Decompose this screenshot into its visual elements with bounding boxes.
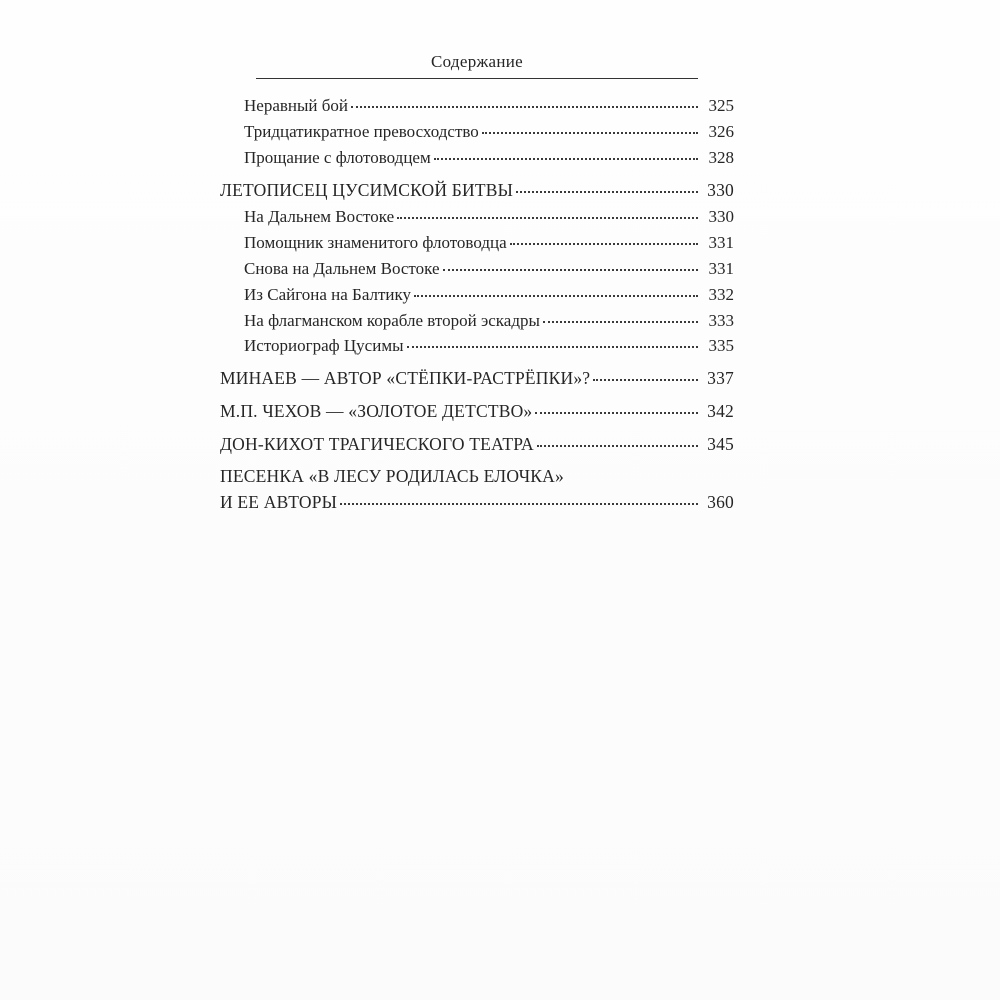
toc-chapter-title-continuation: И ЕЕ АВТОРЫ	[220, 492, 338, 512]
dot-leader	[535, 411, 698, 414]
toc-chapter-entry	[220, 434, 734, 454]
toc-entry-page: 337	[707, 368, 734, 388]
toc-entry	[244, 259, 734, 279]
toc-entry-page: 330	[707, 180, 734, 200]
toc-entry	[244, 207, 734, 227]
toc-entry-title: На Дальнем Востоке	[244, 207, 395, 226]
dot-leader	[510, 242, 698, 245]
toc-entry-title: На флагманском корабле второй эскадры	[244, 311, 540, 330]
toc-entry-title: Из Сайгона на Балтику	[244, 285, 412, 304]
toc-entry-page: 325	[708, 96, 734, 115]
dot-leader	[482, 131, 698, 134]
toc-entry-page: 360	[707, 492, 734, 512]
toc-entry	[244, 122, 734, 142]
toc-chapter-entry	[220, 368, 734, 388]
toc-chapter-title: ДОН-КИХОТ ТРАГИЧЕСКОГО ТЕАТРА	[220, 434, 534, 454]
running-title: Содержание	[430, 52, 524, 71]
toc-entry-title: Помощник знаменитого флотоводца	[244, 233, 507, 252]
toc-entry-page: 345	[707, 434, 734, 454]
toc-entry	[244, 336, 734, 356]
dot-leader	[414, 294, 698, 297]
dot-leader	[434, 157, 698, 160]
toc-chapter-title: ЛЕТОПИСЕЦ ЦУСИМСКОЙ БИТВЫ	[220, 180, 514, 200]
dot-leader	[340, 502, 698, 505]
toc-chapter-title: ПЕСЕНКА «В ЛЕСУ РОДИЛАСЬ ЕЛОЧКА»	[220, 466, 564, 486]
toc-entry-page: 332	[708, 285, 734, 304]
dot-leader	[537, 444, 698, 447]
toc-entry-page: 333	[708, 311, 734, 330]
dot-leader	[407, 345, 698, 348]
toc-entry-page: 331	[708, 233, 734, 252]
toc-entry	[244, 148, 734, 168]
toc-entry-page: 335	[708, 336, 734, 355]
dot-leader	[593, 378, 698, 381]
toc-entry	[244, 285, 734, 305]
toc-entry-page: 326	[708, 122, 734, 141]
toc-chapter-title: М.П. ЧЕХОВ — «ЗОЛОТОЕ ДЕТСТВО»	[220, 401, 533, 421]
toc-entry-title: Неравный бой	[244, 96, 349, 115]
dot-leader	[543, 320, 698, 323]
dot-leader	[351, 105, 698, 108]
toc-entry-page: 328	[708, 148, 734, 167]
dot-leader	[443, 268, 699, 271]
toc-entry-title: Историограф Цусимы	[244, 336, 404, 355]
toc-entry	[244, 311, 734, 331]
toc-chapter-entry	[220, 401, 734, 421]
toc-chapter-title: МИНАЕВ — АВТОР «СТЁПКИ-РАСТРЁПКИ»?	[220, 368, 591, 388]
toc-entry-page: 342	[707, 401, 734, 421]
toc-entry-title: Снова на Дальнем Востоке	[244, 259, 440, 278]
toc-chapter-entry	[220, 180, 734, 200]
toc-entry-page: 331	[708, 259, 734, 278]
toc-entry-title: Прощание с флотоводцем	[244, 148, 431, 167]
toc-entry-page: 330	[708, 207, 734, 226]
dot-leader	[516, 190, 698, 193]
dot-leader	[397, 216, 698, 219]
toc-chapter-entry	[220, 492, 734, 512]
toc-entry	[244, 233, 734, 253]
toc-entry-title: Тридцатикратное превосходство	[244, 122, 479, 141]
toc-entry	[244, 96, 734, 116]
